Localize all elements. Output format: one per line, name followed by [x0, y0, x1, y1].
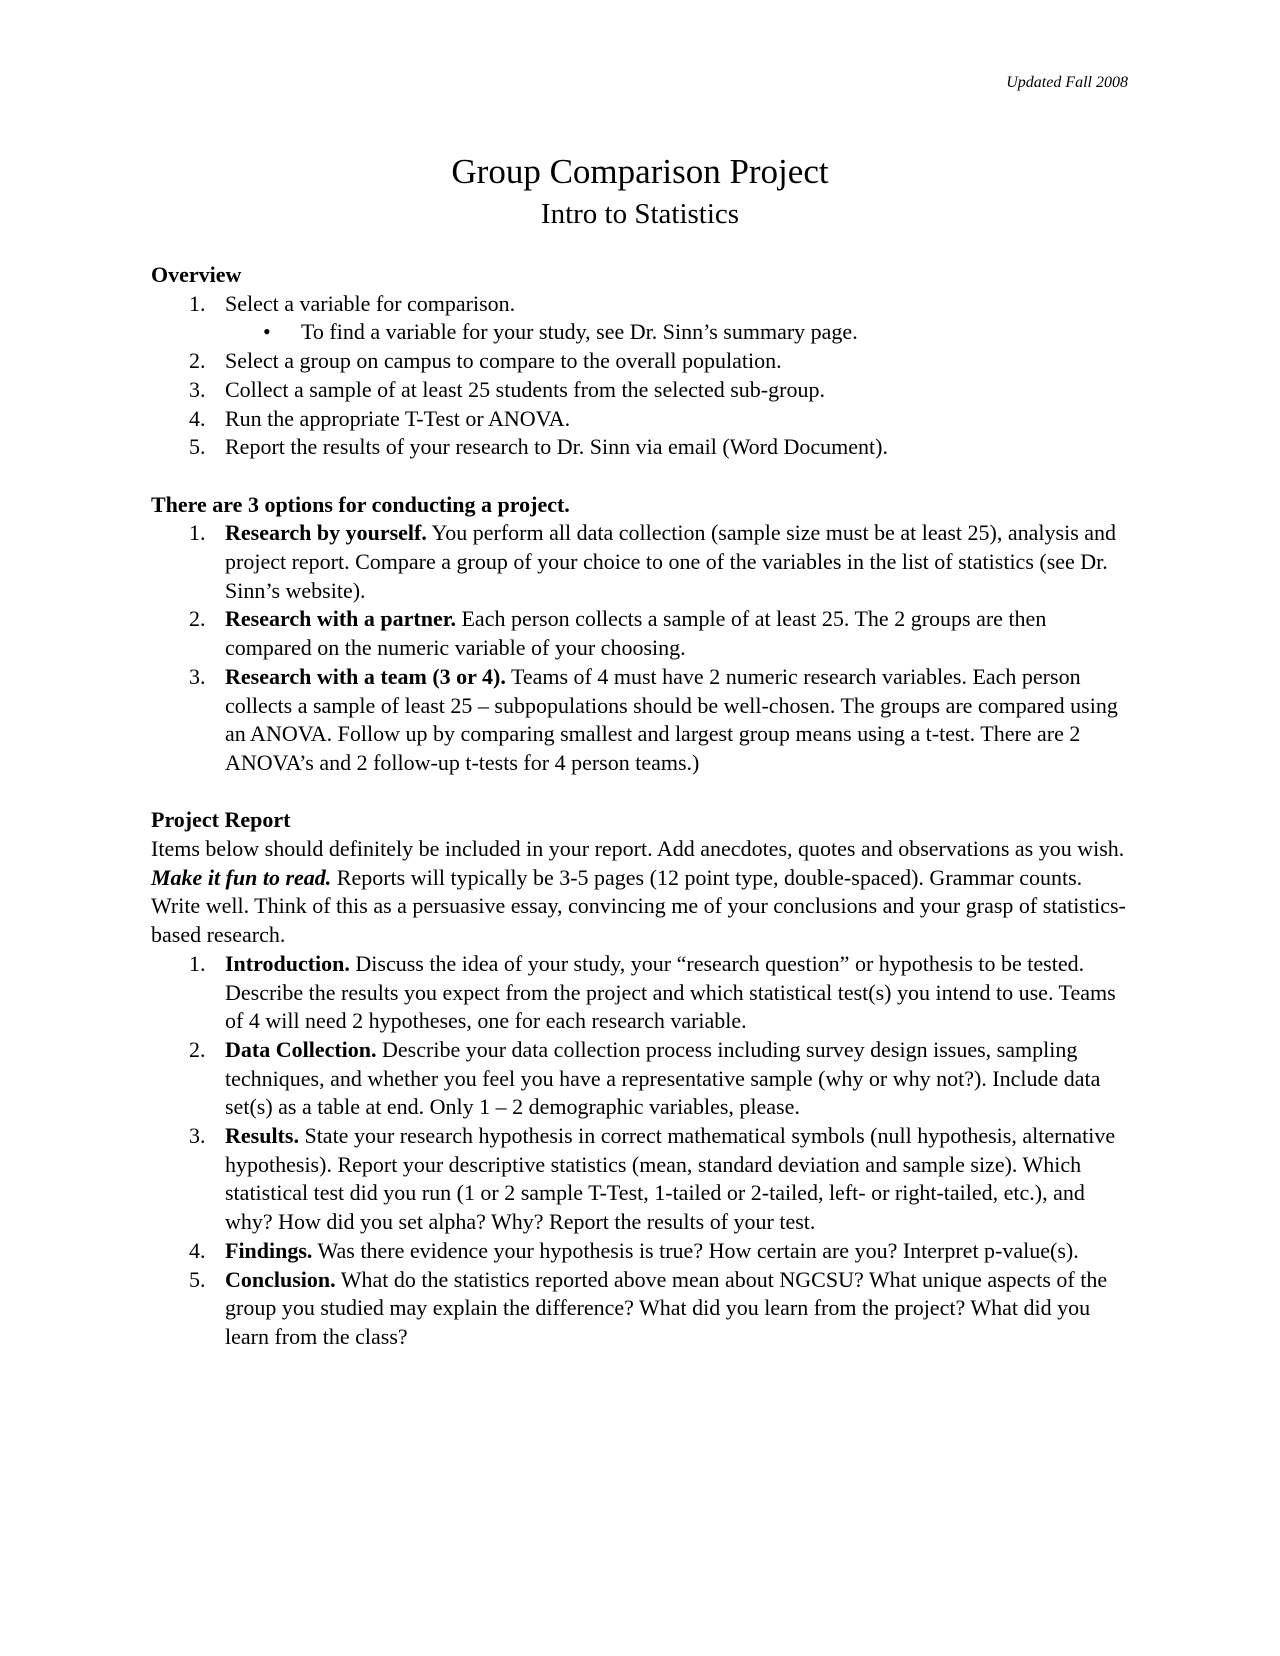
overview-list: [151, 290, 1131, 462]
options-heading: There are 3 options for conducting a project.: [151, 491, 570, 517]
document-body: [151, 261, 1131, 1352]
report-intro: Items below should definitely be included in your report. Add anecdotes, quotes and observations as you wish. Make it fun to read. Reports will typically be 3-5 pages (12 point type, double-spaced). Grammar counts. Write well. Think of this as a persuasive essay, convincing me of your conclusions and your grasp of statistics-based research.: [151, 836, 1126, 948]
list-item: 2. Data Collection. Describe your data collection process including survey design issues, sampling techniques, and whether you feel you have a representative sample (why or why not?). Include data set(s) as a table at end. Only 1 – 2 demographic variables, please.: [189, 1036, 1101, 1120]
list-item: 2. Research with a partner. Each person collects a sample of at least 25. The 2 groups are then compared on the numeric variable of your choosing.: [189, 606, 1047, 661]
updated-note: Updated Fall 2008: [1006, 74, 1128, 91]
report-list: [151, 950, 1131, 1352]
list-item: 1. Introduction. Discuss the idea of your study, your “research question” or hypothesis to be tested. Describe the results you expect from the project and which statistical test(s) you intend to use. Teams of 4 will need 2 hypotheses, one for each research variable.: [189, 950, 1116, 1034]
list-item: 1. Research by yourself. You perform all data collection (sample size must be at least 25), analysis and project report. Compare a group of your choice to one of the variables in the list of statistics (see Dr. Sinn’s website).: [189, 520, 1117, 603]
list-item: 3. Collect a sample of at least 25 students from the selected sub-group.: [189, 376, 825, 402]
list-item: 5. Report the results of your research to Dr. Sinn via email (Word Document).: [189, 434, 888, 460]
options-list: [151, 519, 1131, 777]
list-item: 5. Conclusion. What do the statistics reported above mean about NGCSU? What unique aspects of the group you studied may explain the difference? What did you learn from the project? What did you learn from the class?: [189, 1266, 1108, 1349]
list-item: 3. Results. State your research hypothesis in correct mathematical symbols (null hypothesis, alternative hypothesis). Report your descriptive statistics (mean, standard deviation and sample size). Which statistical test did you run (1 or 2 sample T-Test, 1-tailed or 2-tailed, left- or right-tailed, etc.), and why? How did you set alpha? Why? Report the results of your test.: [189, 1123, 1116, 1235]
overview-heading: Overview: [151, 262, 242, 287]
report-heading: Project Report: [151, 807, 291, 833]
list-item: 4. Run the appropriate T-Test or ANOVA.: [189, 405, 571, 431]
list-item: 1. Select a variable for comparison.: [189, 290, 516, 316]
list-item: 2. Select a group on campus to compare to the overall population.: [189, 348, 782, 374]
bullet-item: • To find a variable for your study, see Dr. Sinn’s summary page.: [151, 318, 1131, 347]
page-title: Group Comparison Project: [451, 152, 829, 191]
bullet-icon: •: [263, 319, 271, 345]
list-item: 4. Findings. Was there evidence your hypothesis is true? How certain are you? Interpret p-value(s).: [189, 1237, 1079, 1263]
list-item: 3. Research with a team (3 or 4). Teams of 4 must have 2 numeric research variables. Each person collects a sample of least 25 – subpopulations should be well-chosen. The groups are compared using an ANOVA. Follow up by comparing smallest and largest group means using a t-test. There are 2 ANOVA’s and 2 follow-up t-tests for 4 person teams.): [189, 663, 1118, 775]
page-subtitle: Intro to Statistics: [540, 198, 740, 230]
